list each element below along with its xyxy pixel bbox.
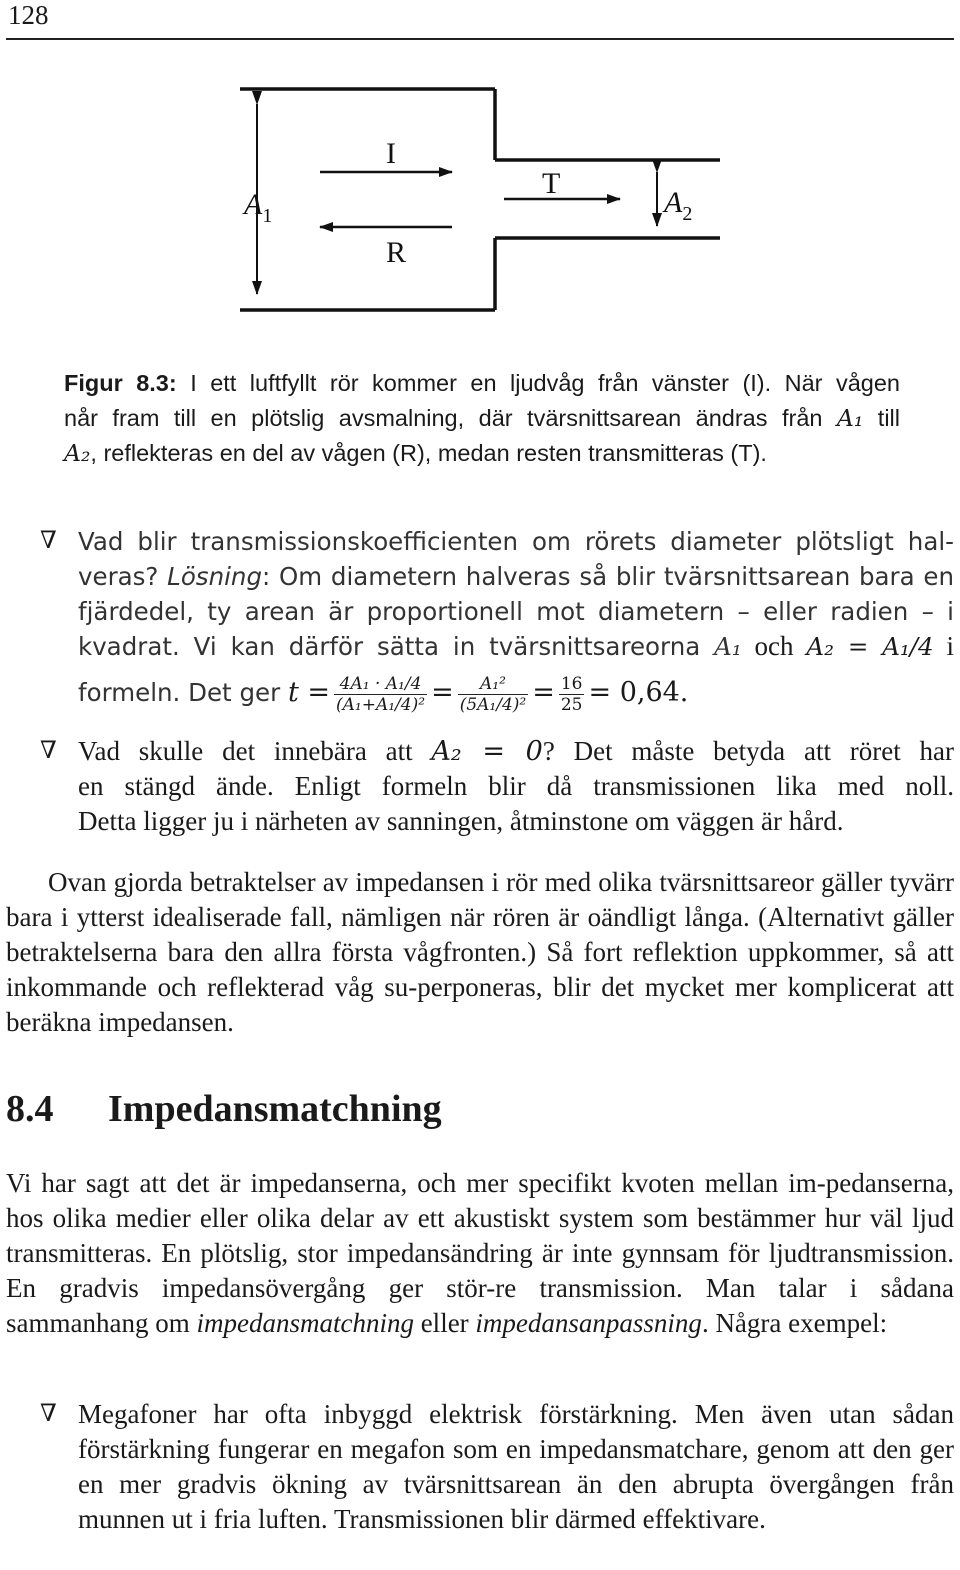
bullet-triangle-icon: ∇ bbox=[40, 1401, 57, 1427]
label-a1: $A_1$ bbox=[244, 188, 273, 227]
section-title: Impedansmatchning bbox=[108, 1088, 442, 1130]
list-item-halving: Vad blir transmissionskoefficienten om rörets diameter plötsligt hal- veras? Lösning: Om diametern halveras så blir tvärsnittsarean bara en fjärdedel, ty arean är proportionell mot diametern – eller radien – i kvadrat. Vi kan därför sätta in tvärsnittsareorna A₁ och A₂ = A₁/4 i formeln. Det ger t = $\frac{\text{4A₁ · A₁/4}}{\text{(A₁+A₁/4)²}}$ = $\frac{\text{A₁²}}{\text{(5A₁/4)²}}$ = $\frac{16}{25}$ = 0,64. bbox=[78, 527, 954, 716]
fraction-2: $\frac{\text{A₁²}}{\text{(5A₁/4)²}}$ bbox=[459, 674, 527, 716]
label-transmitted: T bbox=[542, 167, 561, 200]
label-incident: I bbox=[386, 137, 396, 170]
page-number: 128 bbox=[8, 0, 49, 30]
bullet-triangle-icon: ∇ bbox=[40, 528, 57, 554]
list-item-megaphone: Megafoner har ofta inbyggd elektrisk förstärkning. Men även utan sådan förstärkning fungerar en megafon som en impedansmatchare, genom att den ger en mer gradvis ökning av tvärsnittsarean än den abrupta övergången från munnen ut i fria luften. Transmissionen blir därmed effektivare. bbox=[78, 1399, 954, 1534]
paragraph-idealised: Ovan gjorda betraktelser av impedansen i rör med olika tvärsnittsareor gäller tyvärr bara i ytterst idealiserade fall, nämligen när rören är oändligt långa. (Alternativt gäller betraktelserna bara den allra första vågfronten.) Så fort reflektion uppkommer, så att inkommande och reflekterad våg su-perponeras, blir det mycket mer komplicerat att beräkna impedansen. bbox=[6, 867, 954, 1037]
fraction-3: $\frac{16}{25}$ bbox=[560, 674, 583, 716]
paragraph-impedance-matching: Vi har sagt att det är impedanserna, och mer specifikt kvoten mellan im-pedanserna, hos olika medier eller olika delar av ett akustiskt system som bestämmer hur väl ljud transmitteras. En plötslig, stor impedansändring är inte gynnsam för ljudtransmission. En gradvis impedansövergång ger stör-re transmission. Man talar i sådana sammanhang om impedansmatchning eller impedansanpassning. Några exempel: bbox=[6, 1168, 954, 1338]
figure-caption: Figur 8.3: I ett luftfyllt rör kommer en ljudvåg från vänster (I). När vågen når fram till en plötslig avsmalning, där tvärsnittsarean ändras från A₁ till A₂, reflekteras en del av vågen (R), medan resten transmitteras (T). bbox=[64, 370, 901, 467]
section-number: 8.4 bbox=[6, 1088, 54, 1130]
caption-label: Figur 8.3: bbox=[64, 370, 177, 396]
label-reflected: R bbox=[386, 236, 407, 269]
bullet-triangle-icon: ∇ bbox=[40, 738, 57, 764]
pipe-diagram bbox=[0, 0, 960, 360]
label-a2: $A_2$ bbox=[664, 186, 693, 225]
fraction-1: $\frac{\text{4A₁ · A₁/4}}{\text{(A₁+A₁/4)²}}$ bbox=[336, 674, 426, 716]
section-heading bbox=[6, 1087, 442, 1131]
list-item-closed-end: Vad skulle det innebära att A₂ = 0? Det måste betyda att röret har en stängd ände. Enligt formeln blir då transmissionen lika med noll. Detta ligger ju i närheten av sanningen, åtminstone om väggen är hård. bbox=[78, 736, 954, 836]
